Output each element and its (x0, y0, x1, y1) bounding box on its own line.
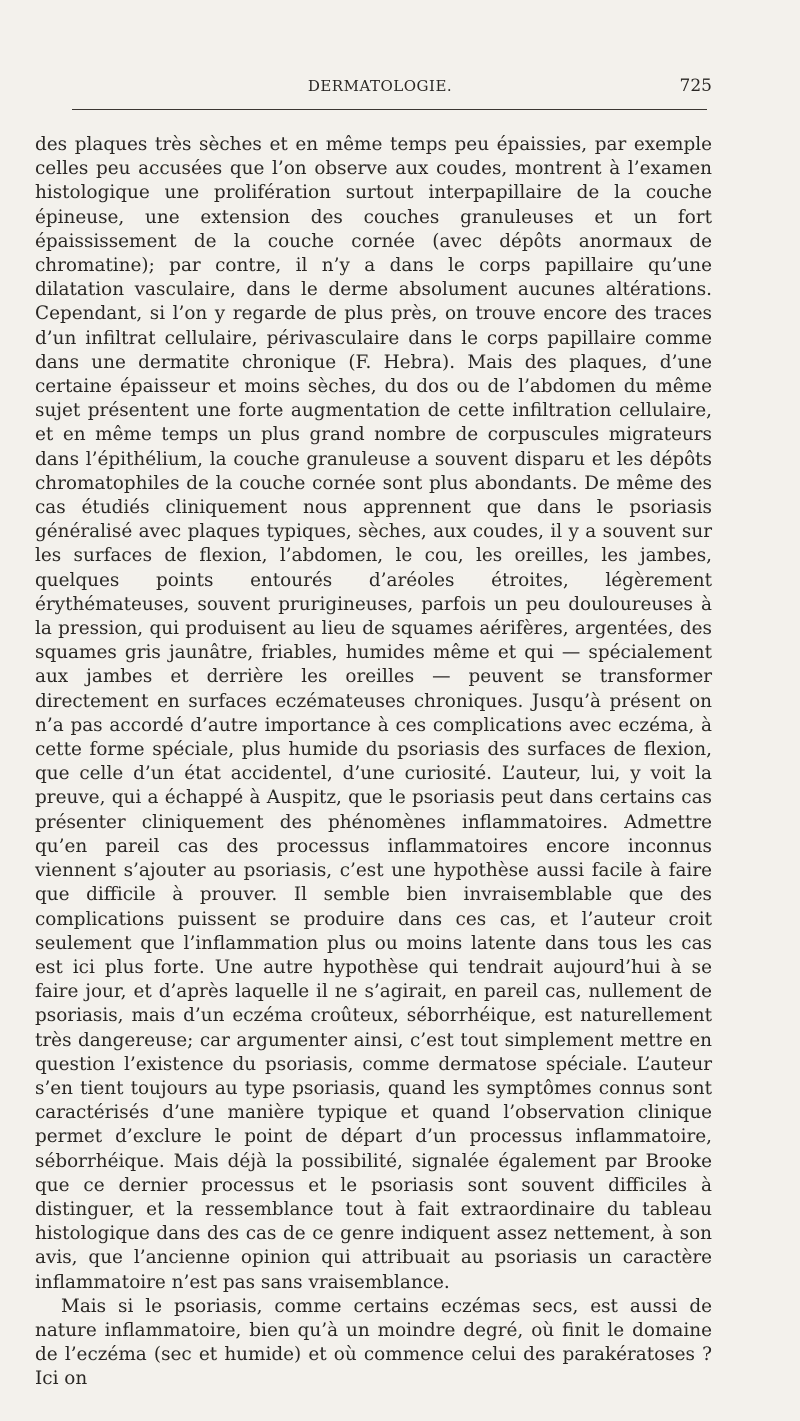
page-number: 725 (679, 76, 712, 96)
paragraph-1: des plaques très sèches et en même temps peu épaissies, par exemple celles peu accusées que l’on observe aux coudes, montrent à l’examen histologique une prolifération surtout interpapillaire de la couche épineuse, une extension des couches granuleuses et un fort épaississement de la couche cornée (avec dépôts anormaux de chromatine); par contre, il n’y a dans le corps papillaire qu’une dilatation vasculaire, dans le derme absolument aucunes altérations. Cependant, si l’on y regarde de plus près, on trouve encore des traces d’un infiltrat cellulaire, périvasculaire dans le corps papillaire comme dans une dermatite chronique (F. Hebra). Mais des plaques, d’une certaine épaisseur et moins sèches, du dos ou de l’abdomen du même sujet présentent une forte augmentation de cette infiltration cellulaire, et en même temps un plus grand nombre de corpuscules migrateurs dans l’épithélium, la couche granuleuse a souvent disparu et les dépôts chromatophiles de la couche cornée sont plus abondants. De même des cas étudiés cliniquement nous apprennent que dans le psoriasis généralisé avec plaques typiques, sèches, aux coudes, il y a souvent sur les surfaces de flexion, l’abdomen, le cou, les oreilles, les jambes, quelques points entourés d’aréoles étroites, légèrement érythémateuses, souvent prurigineuses, parfois un peu douloureuses à la pression, qui produisent au lieu de squames aérifères, argentées, des squames gris jaunâtre, friables, humides même et qui — spécialement aux jambes et derrière les oreilles — peuvent se transformer directement en surfaces eczémateuses chroniques. Jusqu’à présent on n’a pas accordé d’autre importance à ces complications avec eczéma, à cette forme spéciale, plus humide du psoriasis des surfaces de flexion, que celle d’un état accidentel, d’une curiosité. L’auteur, lui, y voit la preuve, qui a échappé à Auspitz, que le psoriasis peut dans certains cas présenter cliniquement des phénomènes inflammatoires. Admettre qu’en pareil cas des processus inflammatoires encore inconnus viennent s’ajouter au psoriasis, c’est une hypothèse aussi facile à faire que difficile à prouver. Il semble bien invraisemblable que des complications puissent se produire dans ces cas, et l’auteur croit seulement que l’inflammation plus ou moins latente dans tous les cas est ici plus forte. Une autre hypothèse qui tendrait aujourd’hui à se faire jour, et d’après laquelle il ne s’agirait, en pareil cas, nullement de psoriasis, mais d’un eczéma croûteux, séborrhéique, est naturellement très dangereuse; car argumenter ainsi, c’est tout simplement mettre en question l’existence du psoriasis, comme dermatose spéciale. L’auteur s’en tient toujours au type psoriasis, quand les symptômes connus sont caractérisés d’une manière typique et quand l’observation clinique permet d’exclure le point de départ d’un processus inflammatoire, séborrhéique. Mais déjà la possibilité, signalée également par Brooke que ce dernier processus et le psoriasis sont souvent difficiles à distinguer, et la ressemblance tout à fait extraordinaire du tableau histologique dans des cas de ce genre indiquent assez nettement, à son avis, que l’ancienne opinion qui attribuait au psoriasis un caractère inflammatoire n’est pas sans vraisemblance. (35, 134, 712, 1293)
running-title: DERMATOLOGIE. (307, 77, 453, 95)
body-text (35, 133, 712, 1392)
header-rule (72, 109, 707, 110)
paragraph-2: Mais si le psoriasis, comme certains eczémas secs, est aussi de nature inflammatoire, bien qu’à un moindre degré, où finit le domaine de l’eczéma (sec et humide) et où commence celui des parakératoses ? Ici on (35, 1295, 712, 1390)
